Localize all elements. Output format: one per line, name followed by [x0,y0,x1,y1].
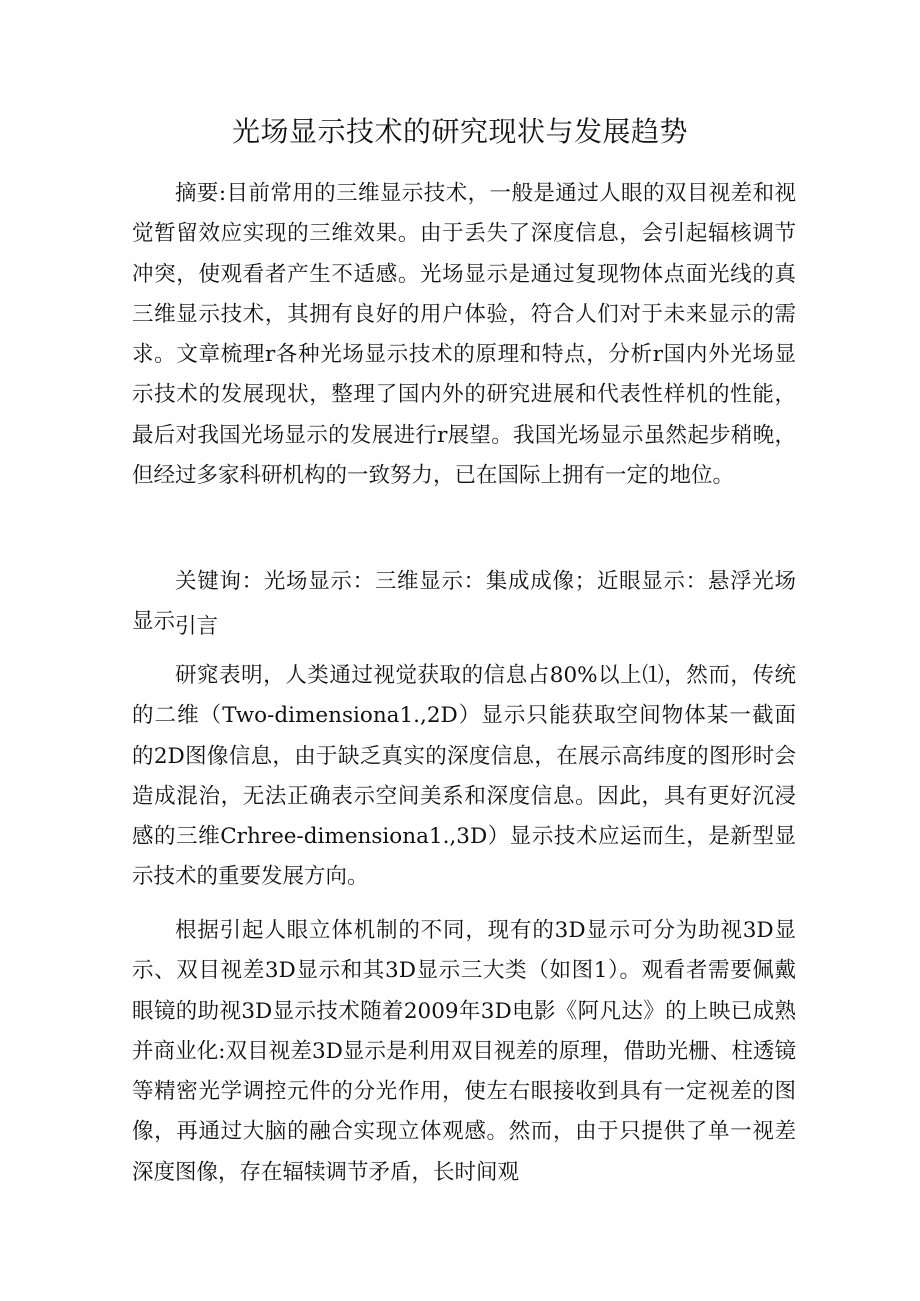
section-heading-introduction: 引言 [175,614,219,639]
body-paragraph-2: 根据引起人眼立体机制的不同，现有的3D显示可分为助视3D显示、双目视差3D显示和其3D显示三大类（如图1）。观看者需要佩戴眼镜的助视3D显示技术随着2009年3D电影《阿凡达》的上映已成熟并商业化:双目视差3D显示是利用双目视差的原理，借助光栅、柱透镜等精密光学调控元件的分光作用，使左右眼接收到具有一定视差的图像，再通过大脑的融合实现立体观感。然而，由于只提供了单一视差深度图像，存在辐犊调节矛盾，长时间观 [132,918,796,1185]
keywords-line: 关键询：光场显示：三维显示：集成成像；近眼显示：悬浮光场显示 [132,569,796,635]
body-paragraph-1: 研窕表明，人类通过视觉获取的信息占80%以上⑴，然而，传统的二维（Two-dimensiona1.,2D）显示只能获取空间物体某一截面的2D图像信息，由于缺乏真实的深度信息，在展示高纬度的图形时会造成混治，无法正确表示空间美系和深度信息。因此，具有更好沉浸感的三维Crhree-dimensiona1.,3D）显示技术应运而生，是新型显示技术的重要发展方向。 [132,663,796,890]
document-title: 光场显示技术的研究现状与发展趋势 [231,115,688,148]
abstract-paragraph: 摘要:目前常用的三维显示技术，一般是通过人眼的双目视差和视觉暂留效应实现的三维效果。由于丢失了深度信息，会引起辐核调节冲突，使观看者产生不适感。光场显示是通过复现物体点面光线的真三维显示技术，其拥有良好的用户体验，符合人们对于未来显示的需求。文章梳理r各种光场显示技术的原理和特点，分析r国内外光场显示技术的发展现状，整理了国内外的研究进展和代表性样机的性能，最后对我国光场显示的发展进行r展望。我国光场显示虽然起步稍晚，但经过多家科研机构的一致努力，已在国际上拥有一定的地位。 [132,181,796,489]
